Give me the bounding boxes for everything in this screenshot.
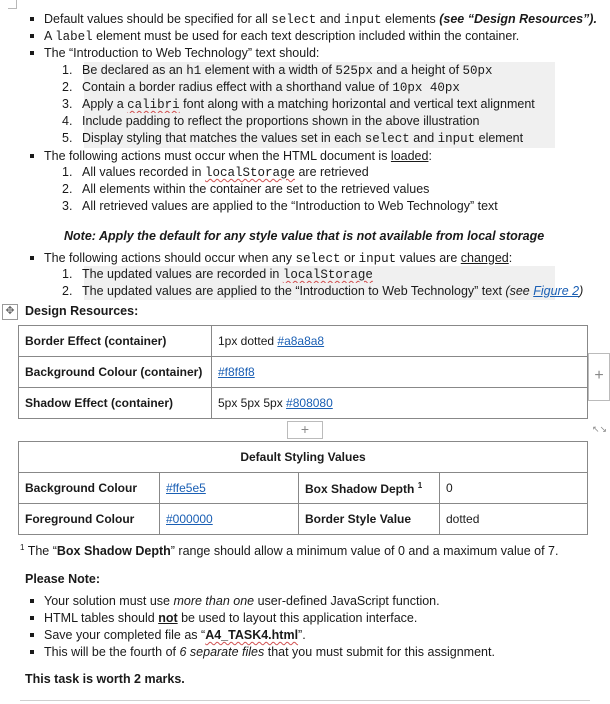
list-number: 1. [62,165,73,179]
table-cell [160,473,299,504]
text: : [428,149,432,163]
text: Include padding to reflect the proportions shown in the above illustration [82,114,480,128]
text: and a height of [372,63,463,77]
text: : [508,251,513,265]
text: are retrieved [295,165,369,179]
text: The following actions should occur when any [44,251,296,265]
changed-word: changed [460,251,509,265]
text: element with a width of [201,63,336,77]
please-note-heading: Please Note: [25,572,101,586]
text: and [316,12,345,26]
table-row [19,473,588,504]
table-cell: Shadow Effect (container) [19,388,212,419]
color-link[interactable]: #ffe5e5 [166,481,206,495]
loaded-word: loaded [390,149,429,163]
bullet-no-tables [44,609,602,627]
list-number: 2. [62,284,73,298]
page-corner-mark [8,0,17,9]
default-styling-table [18,441,588,535]
table-cell [212,326,588,357]
list-item [62,130,555,148]
text: The following actions must occur when the HTML document is [44,149,391,163]
text: ”. [298,628,306,642]
design-resources-heading: Design Resources: [25,304,139,318]
list-number: 3. [62,97,73,111]
list-item [62,96,555,114]
list-item [62,283,584,300]
file-name: A4_TASK4.html [205,628,299,642]
text: Box Shadow Depth [56,544,171,559]
text: element [475,131,524,145]
text: 5px 5px 5px [218,396,287,410]
add-row-button[interactable]: + [287,421,323,439]
text: HTML tables should [44,611,159,625]
list-item [62,181,429,198]
list-number: 4. [62,114,73,128]
text: values are [396,251,461,265]
list-number: 3. [62,199,73,213]
list-number: 1. [62,63,73,77]
text: Default values should be specified for all [44,12,272,26]
code-input: input [344,13,382,27]
table-cell: Foreground Colour [19,504,160,535]
text: Your solution must use [44,594,174,608]
table-cell: Background Colour (container) [19,357,212,388]
table-row [19,388,588,419]
code-label: label [55,30,93,44]
table-title: Default Styling Values [19,442,588,473]
text: All values recorded in [82,165,205,179]
table-row [19,504,588,535]
list-item [62,62,555,80]
divider [20,700,590,701]
bullet-js-functions [44,592,602,610]
table-cell: 0 [440,473,588,504]
table-move-handle-icon[interactable]: ✥ [2,304,18,320]
text: 6 separate files [179,645,265,659]
list-number: 2. [62,182,73,196]
bullet-intro-text [44,44,602,62]
text: elements [381,12,440,26]
text: that you must submit for this assignment. [264,645,495,659]
add-column-button[interactable]: + [588,353,610,401]
text: The “Introduction to Web Technology” text should: [44,46,320,60]
list-item [62,79,555,97]
code-input: input [358,252,397,266]
table-cell [160,504,299,535]
bullet-save-file [44,626,602,644]
text: All elements within the container are set to the retrieved values [82,182,430,196]
text: Display styling that matches the values set in each [82,131,365,145]
text: ” range should allow a minimum value of 0 and a maximum value of 7. [170,544,559,559]
code-height: 50px [462,64,493,78]
text: or [340,251,359,265]
table-cell [299,473,440,504]
list-item [62,266,555,284]
table-row [19,326,588,357]
text: Contain a border radius effect with a shorthand value of [82,80,393,94]
resize-icon[interactable]: ↖↘ [592,424,608,434]
text: Box Shadow Depth [305,481,415,496]
code-radius: 10px 40px [392,81,460,95]
list-item [62,113,555,130]
design-resources-ref: (see “Design Resources”). [439,12,597,26]
code-localstorage: localStorage [282,268,373,282]
code-calibri: calibri [127,98,180,112]
text: The “ [24,544,57,559]
bullet-on-load [44,147,602,165]
text: All retrieved values are applied to the “Introduction to Web Technology” text [82,199,498,213]
marks-statement: This task is worth 2 marks. [25,672,185,686]
code-h1: h1 [186,64,202,78]
footnote-marker: 1 [417,480,423,490]
text: A [44,29,56,43]
text: more than one [173,594,255,608]
code-width: 525px [335,64,373,78]
color-link[interactable]: #808080 [286,396,333,410]
table-cell: Border Style Value [299,504,440,535]
text: ) [579,284,584,298]
see-ref: (see [505,284,534,298]
footnote [20,543,558,558]
text: The updated values are applied to the “Introduction to Web Technology” text [82,284,506,298]
bullet-fourth-file [44,643,602,661]
code-input: input [437,132,476,146]
list-number: 2. [62,80,73,94]
list-item [62,198,498,215]
text: The updated values are recorded in [82,267,283,281]
code-select: select [364,132,410,146]
text: Apply a [82,97,128,111]
text: element must be used for each text description included within the container. [92,29,520,43]
table-cell: dotted [440,504,588,535]
table-row [19,442,588,473]
color-link[interactable]: #f8f8f8 [218,365,255,379]
text: and [409,131,438,145]
text: Save your completed file as “ [44,628,206,642]
text: Be declared as an [82,63,187,77]
text: not [158,611,178,625]
text: font along with a matching horizontal and vertical text alignment [179,97,535,111]
table-cell: Border Effect (container) [19,326,212,357]
list-number: 5. [62,131,73,145]
figure-2-link[interactable]: Figure 2 [533,284,580,298]
color-link[interactable]: #a8a8a8 [277,334,325,348]
table-row [19,357,588,388]
note-default: Note: Apply the default for any style value that is not available from local storage [64,229,545,243]
design-resources-table [18,325,588,419]
list-number: 1. [62,267,73,281]
table-cell: Background Colour [19,473,160,504]
code-select: select [295,252,341,266]
color-link[interactable]: #000000 [166,512,213,526]
code-localstorage: localStorage [204,166,295,180]
footnote-marker: 1 [20,543,25,552]
text: 1px dotted [218,334,278,348]
list-item [62,164,369,182]
table-cell [212,388,588,419]
text: be used to layout this application interface. [177,611,418,625]
text: user-defined JavaScript function. [254,594,440,608]
code-select: select [271,13,317,27]
table-cell [212,357,588,388]
text: This will be the fourth of [44,645,180,659]
